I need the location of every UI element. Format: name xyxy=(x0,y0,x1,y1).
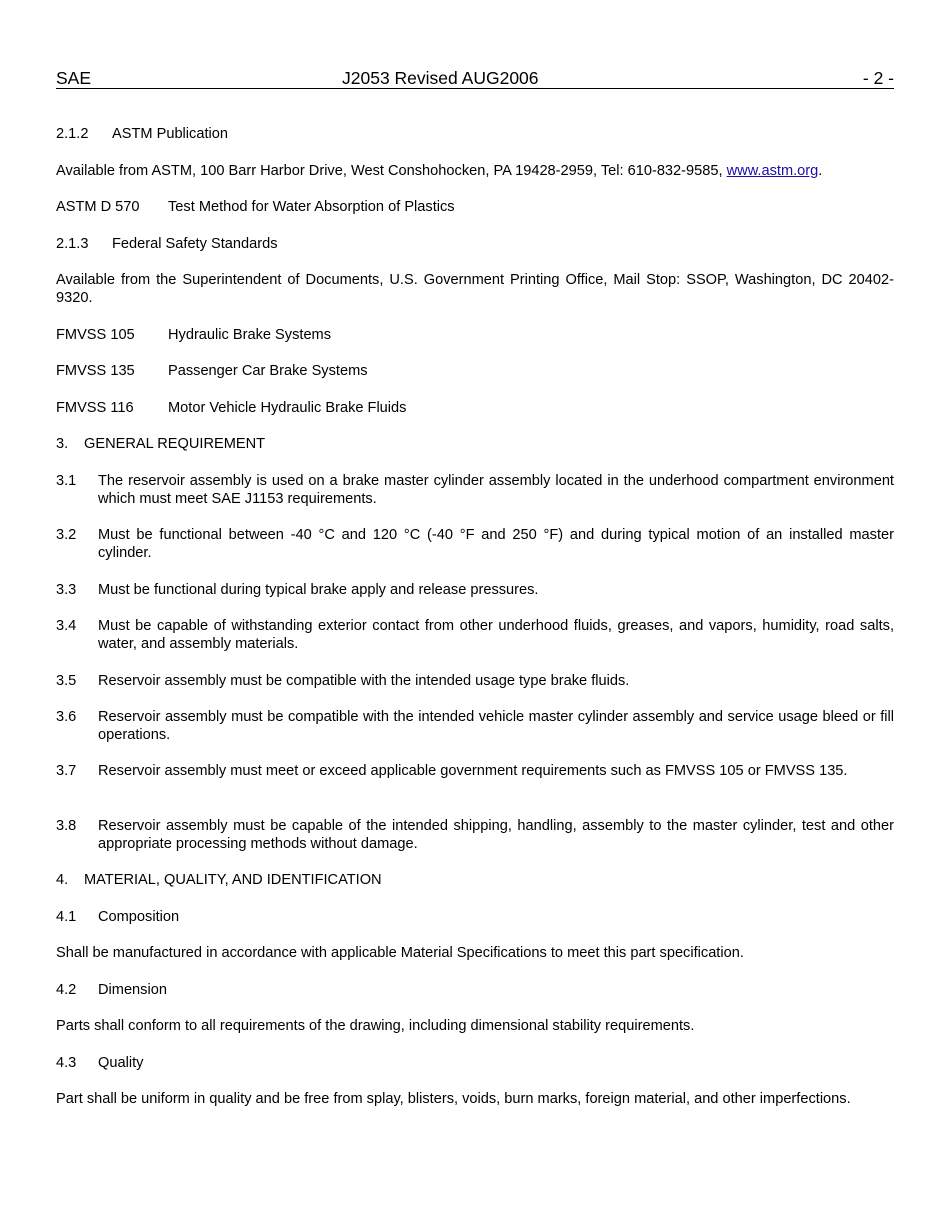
requirement-text: Must be capable of withstanding exterior contact from other underhood fluids, greases, and vapors, humidity, road salts, water, and assembly materials. xyxy=(98,618,894,652)
reference-code: FMVSS 135 xyxy=(56,363,135,379)
requirement-item xyxy=(56,762,894,780)
astm-link[interactable]: www.astm.org xyxy=(726,163,819,179)
requirement-item xyxy=(56,817,894,853)
section-title: Composition xyxy=(98,909,180,925)
reference-title: Passenger Car Brake Systems xyxy=(168,363,368,379)
section-number: 4. xyxy=(56,872,69,888)
reference-code: ASTM D 570 xyxy=(56,199,140,215)
header-doc-id: J2053 Revised AUG2006 xyxy=(342,68,539,88)
section-number: 2.1.2 xyxy=(56,126,89,142)
requirement-number: 3.6 xyxy=(56,709,77,725)
section-title: ASTM Publication xyxy=(112,126,228,142)
astm-availability-text: Available from ASTM, 100 Barr Harbor Drive, West Conshohocken, PA 19428-2959, Tel: 610-832-9585, xyxy=(56,163,727,179)
astm-availability-end: . xyxy=(818,163,823,179)
section-title: Federal Safety Standards xyxy=(112,236,278,252)
requirement-number: 3.2 xyxy=(56,527,77,543)
federal-availability: Available from the Superintendent of Documents, U.S. Government Printing Office, Mail Stop: SSOP, Washington, DC 20402-9320. xyxy=(56,272,894,306)
requirement-text: Must be functional during typical brake apply and release pressures. xyxy=(98,582,539,598)
requirement-text: Reservoir assembly must meet or exceed applicable government requirements such as FMVSS 105 or FMVSS 135. xyxy=(98,763,848,779)
section-title: MATERIAL, QUALITY, AND IDENTIFICATION xyxy=(84,872,382,888)
header-page-number: - 2 - xyxy=(862,68,894,88)
requirement-text: Must be functional between -40 °C and 120 °C (-40 °F and 250 °F) and during typical motion of an installed master cylinder. xyxy=(98,527,894,561)
section-number: 3. xyxy=(56,436,69,452)
section-4-2-text: Parts shall conform to all requirements of the drawing, including dimensional stability requirements. xyxy=(56,1018,695,1034)
requirement-number: 3.3 xyxy=(56,582,77,598)
reference-code: FMVSS 116 xyxy=(56,400,134,416)
section-number: 4.2 xyxy=(56,982,77,998)
requirement-text: Reservoir assembly must be compatible with the intended usage type brake fluids. xyxy=(98,673,630,689)
reference-title: Hydraulic Brake Systems xyxy=(168,327,332,343)
requirement-number: 3.1 xyxy=(56,473,77,489)
requirement-item xyxy=(56,672,894,690)
requirement-item xyxy=(56,581,894,599)
section-number: 4.1 xyxy=(56,909,77,925)
section-title: GENERAL REQUIREMENT xyxy=(84,436,266,452)
requirement-item xyxy=(56,472,894,508)
reference-title: Test Method for Water Absorption of Plastics xyxy=(168,199,455,215)
section-number: 4.3 xyxy=(56,1055,77,1071)
section-number: 2.1.3 xyxy=(56,236,89,252)
requirement-number: 3.8 xyxy=(56,818,77,834)
section-title: Quality xyxy=(98,1055,144,1071)
requirement-number: 3.7 xyxy=(56,763,77,779)
requirement-item xyxy=(56,708,894,744)
section-4-1-text: Shall be manufactured in accordance with applicable Material Specifications to meet this part specification. xyxy=(56,945,744,961)
reference-code: FMVSS 105 xyxy=(56,327,135,343)
requirement-item xyxy=(56,617,894,653)
section-title: Dimension xyxy=(98,982,167,998)
requirement-number: 3.5 xyxy=(56,673,77,689)
requirement-text: The reservoir assembly is used on a brake master cylinder assembly located in the underhood compartment environment which must meet SAE J1153 requirements. xyxy=(98,473,894,507)
requirement-number: 3.4 xyxy=(56,618,77,634)
requirement-text: Reservoir assembly must be capable of the intended shipping, handling, assembly to the master cylinder, test and other appropriate processing methods without damage. xyxy=(98,818,894,852)
requirement-item xyxy=(56,526,894,562)
header-org: SAE xyxy=(56,68,92,88)
section-4-3-text: Part shall be uniform in quality and be free from splay, blisters, voids, burn marks, foreign material, and other imperfections. xyxy=(56,1091,851,1107)
astm-availability xyxy=(56,162,894,180)
page-header xyxy=(56,68,894,89)
reference-title: Motor Vehicle Hydraulic Brake Fluids xyxy=(168,400,407,416)
requirement-text: Reservoir assembly must be compatible with the intended vehicle master cylinder assembly and service usage bleed or fill operations. xyxy=(98,709,894,743)
